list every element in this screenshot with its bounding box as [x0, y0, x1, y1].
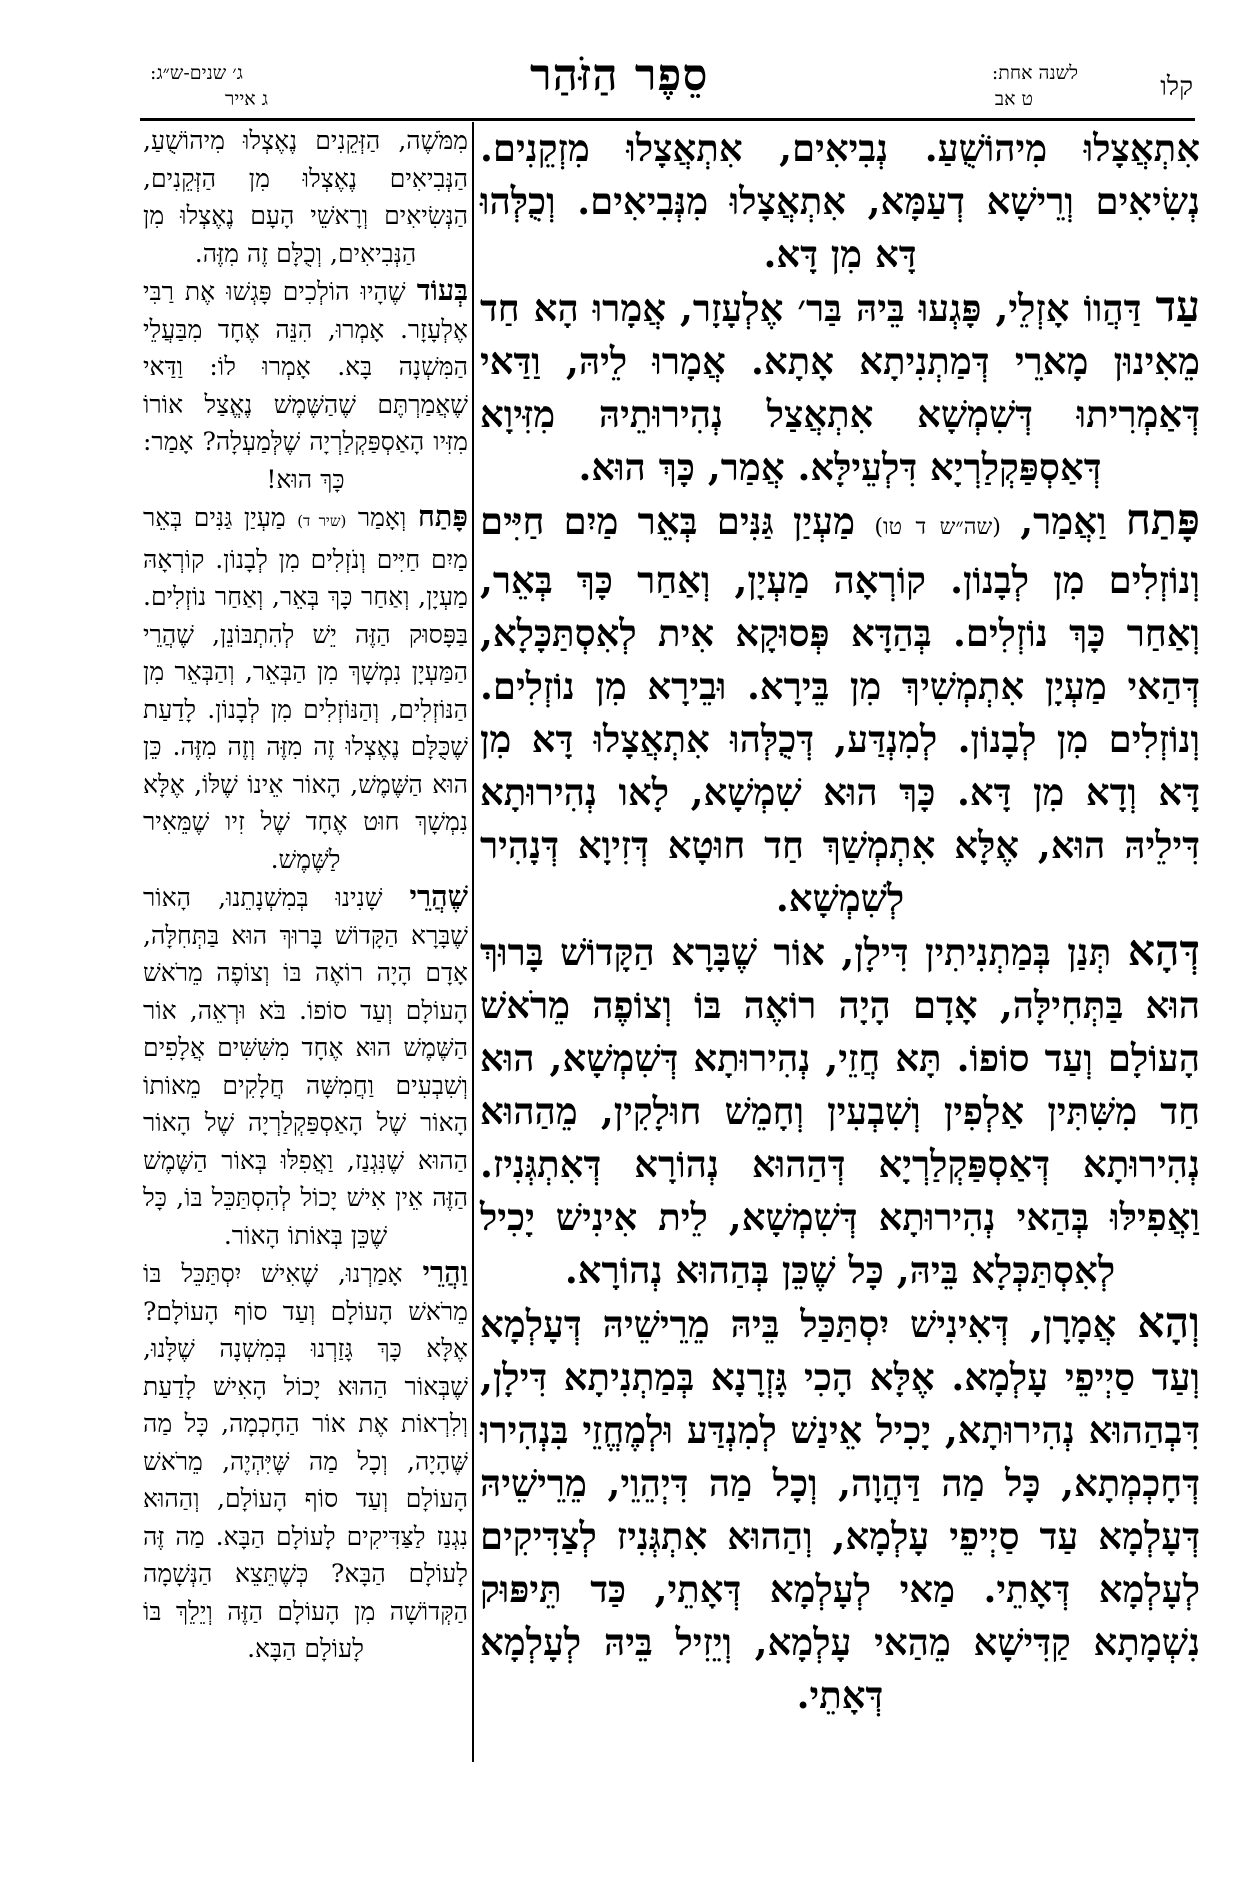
- paragraph-lead-word: פָּתַח: [417, 499, 468, 533]
- header-rule: [140, 118, 1195, 121]
- paragraph-lead-word: שֶׁהֲרֵי: [409, 879, 468, 913]
- page-number: קלו: [1160, 72, 1193, 102]
- side-paragraph: בְּעוֹד שֶׁהָיוּ הוֹלְכִים פָּגְשׁוּ אֶת רַבִּי אֶלְעָזָר. אָמְרוּ, הִנֵּה אֶחָד מִבַּעֲלֵי הַמִּשְׁנָה בָּא. אָמְרוּ לוֹ: וַדַּאי שֶׁאֲמַרְתֶּם שֶׁהַשֶּׁמֶשׁ נֶאֱצַל אוֹרוֹ מִזִּיו הָאַסְפַּקְלַרְיָה שֶׁלְּמַעְלָה? אָמַר: כָּךְ הוּא!: [143, 273, 468, 494]
- main-paragraph: דְּהָא תְּנַן בְּמַתְנִיתִין דִּילָן, אוֹר שֶׁבָּרָא הַקָּדוֹשׁ בָּרוּךְ הוּא בַּתְּחִילָּה, אָדָם הָיָה רוֹאֶה בּוֹ וְצוֹפֶה מֵרֹאשׁ הָעוֹלָם וְעַד סוֹפוֹ. תָּא חֲזֵי, נְהִירוּתָא דְּשִׁמְשָׁא, הוּא חַד מִשִּׁתִּין אַלְפִין וְשִׁבְעִין וְחָמֵשׁ חוּלָקִין, מֵהַהוּא נְהִירוּתָא דְּאַסְפַּקְלַרְיָא דְּהַהוּא נְהוֹרָא דְּאִתְגְּנִיז. וַאֲפִילּוּ בְּהַאי נְהִירוּתָא דְּשִׁמְשָׁא, לֵית אִינִישׁ יָכִיל לְאִסְתַּכְּלָא בֵּיהּ, כָּל שֶׁכֵּן בְּהַהוּא נְהוֹרָא.: [480, 926, 1200, 1292]
- cycle-study-date: ג אייר: [225, 88, 269, 110]
- main-paragraph: אִתְאֲצָלוּ מִיהוֹשֻׁעַ. נְבִיאִים, אִתְאֲצָלוּ מִזְקֵנִים. נְשִׂיאִים וְרֵישָׁא דְעַמָּא, אִתְאֲצָלוּ מִנְּבִיאִים. וְכֻלְּהוּ דָּא מִן דָּא.: [480, 126, 1200, 276]
- verse-reference: (שה״ש ד טו): [874, 514, 1001, 540]
- hebrew-translation-column: [143, 122, 468, 1762]
- book-title: סֵפֶר הַזֹּהַר: [530, 50, 709, 101]
- column-divider: [472, 122, 474, 1762]
- side-paragraph: פָּתַח וְאָמַר (שיר ד) מַעְיַן גַּנִּים בְּאֵר מַיִם חַיִּים וְנֹזְלִים מִן לְבָנוֹן. קוֹרְאָהּ מַעְיָן, וְאַחַר כָּךְ בְּאֵר, וְאַחַר נוֹזְלִים. בַּפָּסוּק הַזֶּה יֵשׁ לְהִתְבּוֹנֵן, שֶׁהֲרֵי הַמַּעְיָן נִמְשָׁךְ מִן הַבְּאֵר, וְהַבְּאֵר מִן הַנּוֹזְלִים, וְהַנּוֹזְלִים מִן לְבָנוֹן. לָדַעַת שֶׁכֻּלָּם נֶאֶצְלוּ זֶה מִזֶּה וְזֶה מִזֶּה. כֵּן הוּא הַשֶּׁמֶשׁ, הָאוֹר אֵינוֹ שֶׁלּוֹ, אֶלָּא נִמְשָׁךְ חוּט אֶחָד שֶׁל זִיו שֶׁמֵּאִיר לַשֶּׁמֶשׁ.: [143, 499, 468, 874]
- paragraph-lead-word: וְהָא: [1137, 1298, 1200, 1348]
- main-paragraph: פָּתַח וַאֲמַר, (שה״ש ד טו) מַעְיַן גַּנִּים בְּאֵר מַיִם חַיִּים וְנוֹזְלִים מִן לְבָנוֹן. קוֹרְאָה מַעְיָן, וְאַחַר כָּךְ בְּאֵר, וְאַחַר כָּךְ נוֹזְלִים. בְּהַדָּא פְּסוּקָא אִית לְאִסְתַּכָּלָא, דְּהַאי מַעְיָן אִתְמְשִׁיךְ מִן בֵּירָא. וּבֵירָא מִן נוֹזְלִים. וְנוֹזְלִים מִן לְבָנוֹן. לְמִנְדַּע, דְּכֻלְּהוּ אִתְאֲצָלוּ דָּא מִן דָּא וְדָא מִן דָּא. כָּךְ הוּא שִׁמְשָׁא, לָאו נְהִירוּתָא דִּילֵיהּ הוּא, אֶלָּא אִתְמְשַׁךְ חַד חוּטָא דְּזִיוָא דְּנָהִיר לְשִׁמְשָׁא.: [480, 495, 1200, 920]
- verse-reference: (שיר ד): [297, 512, 347, 530]
- side-paragraph: מִמֹּשֶׁה, הַזְּקֵנִים נֶאֶצְלוּ מִיהוֹשֻׁעַ, הַנְּבִיאִים נֶאֶצְלוּ מִן הַזְּקֵנִים, הַנְּשִׂיאִים וְרָאשֵׁי הָעָם נֶאֶצְלוּ מִן הַנְּבִיאִים, וְכֻלָּם זֶה מִזֶּה.: [143, 126, 468, 268]
- daily-study-date: ט אב: [994, 88, 1033, 110]
- paragraph-lead-word: דְּהָא: [1127, 926, 1200, 976]
- paragraph-lead-word: וַהֲרֵי: [422, 1255, 468, 1289]
- paragraph-lead-word: עַד: [1155, 282, 1200, 332]
- paragraph-lead-word: פָּתַח: [1125, 495, 1200, 545]
- cycle-study-label: ג׳ שנים-ש״ג:: [150, 62, 243, 84]
- daily-study-label: לשנה אחת:: [991, 62, 1078, 84]
- main-paragraph: עַד דַּהֲווֹ אָזְלֵי, פָּגְעוּ בֵּיהּ בַּר׳ אֶלְעָזָר, אֲמָרוּ הָא חַד מֵאִינוּן מָארֵי דְּמַתְנִיתָא אָתָא. אֲמָרוּ לֵיהּ, וַדַּאי דְּאַמְרִיתוּ דְּשִׁמְשָׁא אִתְאֲצַל נְהִירוּתֵיהּ מִזִּיוָא דְּאַסְפַּקְלַרְיָא דִּלְעֵילָּא. אֲמַר, כָּךְ הוּא.: [480, 282, 1200, 489]
- side-paragraph: שֶׁהֲרֵי שָׁנִינוּ בְּמִשְׁנָתֵנוּ, הָאוֹר שֶׁבָּרָא הַקָּדוֹשׁ בָּרוּךְ הוּא בַּתְּחִלָּה, אָדָם הָיָה רוֹאֶה בּוֹ וְצוֹפֶה מֵרֹאשׁ הָעוֹלָם וְעַד סוֹפוֹ. בֹּא וּרְאֵה, אוֹר הַשֶּׁמֶשׁ הוּא אֶחָד מִשִּׁשִּׁים אֲלָפִים וְשִׁבְעִים וַחֲמִשָּׁה חֲלָקִים מֵאוֹתוֹ הָאוֹר שֶׁל הָאַסְפַּקְלַרְיָה שֶׁל הָאוֹר הַהוּא שֶׁנִּגְנַז, וַאֲפִלּוּ בְּאוֹר הַשֶּׁמֶשׁ הַזֶּה אֵין אִישׁ יָכוֹל לְהִסְתַּכֵּל בּוֹ, כָּל שֶׁכֵּן בְּאוֹתוֹ הָאוֹר.: [143, 879, 468, 1250]
- side-paragraph: וַהֲרֵי אָמַרְנוּ, שֶׁאִישׁ יִסְתַּכֵּל בּוֹ מֵרֹאשׁ הָעוֹלָם וְעַד סוֹף הָעוֹלָם? אֶלָּא כָּךְ גָּזַרְנוּ בְּמִשְׁנָה שֶׁלָּנוּ, שֶׁבְּאוֹר הַהוּא יָכוֹל הָאִישׁ לָדַעַת וְלִרְאוֹת אֶת אוֹר הַחָכְמָה, כָּל מַה שֶּׁהָיָה, וְכָל מַה שֶּׁיִּהְיֶה, מֵרֹאשׁ הָעוֹלָם וְעַד סוֹף הָעוֹלָם, וְהַהוּא נִגְנַז לַצַּדִּיקִים לָעוֹלָם הַבָּא. מַה זֶּה לָעוֹלָם הַבָּא? כְּשֶׁתֵּצֵא הַנְּשָׁמָה הַקְּדוֹשָׁה מִן הָעוֹלָם הַזֶּה וְיֵלֵךְ בּוֹ לָעוֹלָם הַבָּא.: [143, 1255, 468, 1663]
- aramaic-text-column: [480, 122, 1200, 1762]
- main-paragraph: וְהָא אֲמָרָן, דְּאִינִישׁ יִסְתַּכַּל בֵּיהּ מֵרֵישֵׁיהּ דְּעָלְמָא וְעַד סַיְיפֵי עָלְמָא. אֶלָּא הָכִי גָּזְרָנָא בְּמַתְנִיתָא דִּילָן, דִּבְהַהוּא נְהִירוּתָא, יָכִיל אֵינַשׁ לְמִנְדַּע וּלְמֶחֱזֵי בִּנְהִירוּ דְּחָכְמְתָא, כָּל מַה דַּהֲוָה, וְכָל מַה דִּיְהֵוֵי, מֵרֵישֵׁיהּ דְּעָלְמָא עַד סַיְיפֵי עָלְמָא, וְהַהוּא אִתְגְּנִיז לְצַדִּיקִים לְעָלְמָא דְּאָתֵי. מַאי לְעָלְמָא דְּאָתֵי, כַּד תֵּיפּוּק נִשְׁמָתָא קַדִּישָׁא מֵהַאי עָלְמָא, וְיֵזִיל בֵּיהּ לְעָלְמָא דְּאָתֵי.: [480, 1298, 1200, 1717]
- paragraph-lead-word: בְּעוֹד: [416, 273, 468, 307]
